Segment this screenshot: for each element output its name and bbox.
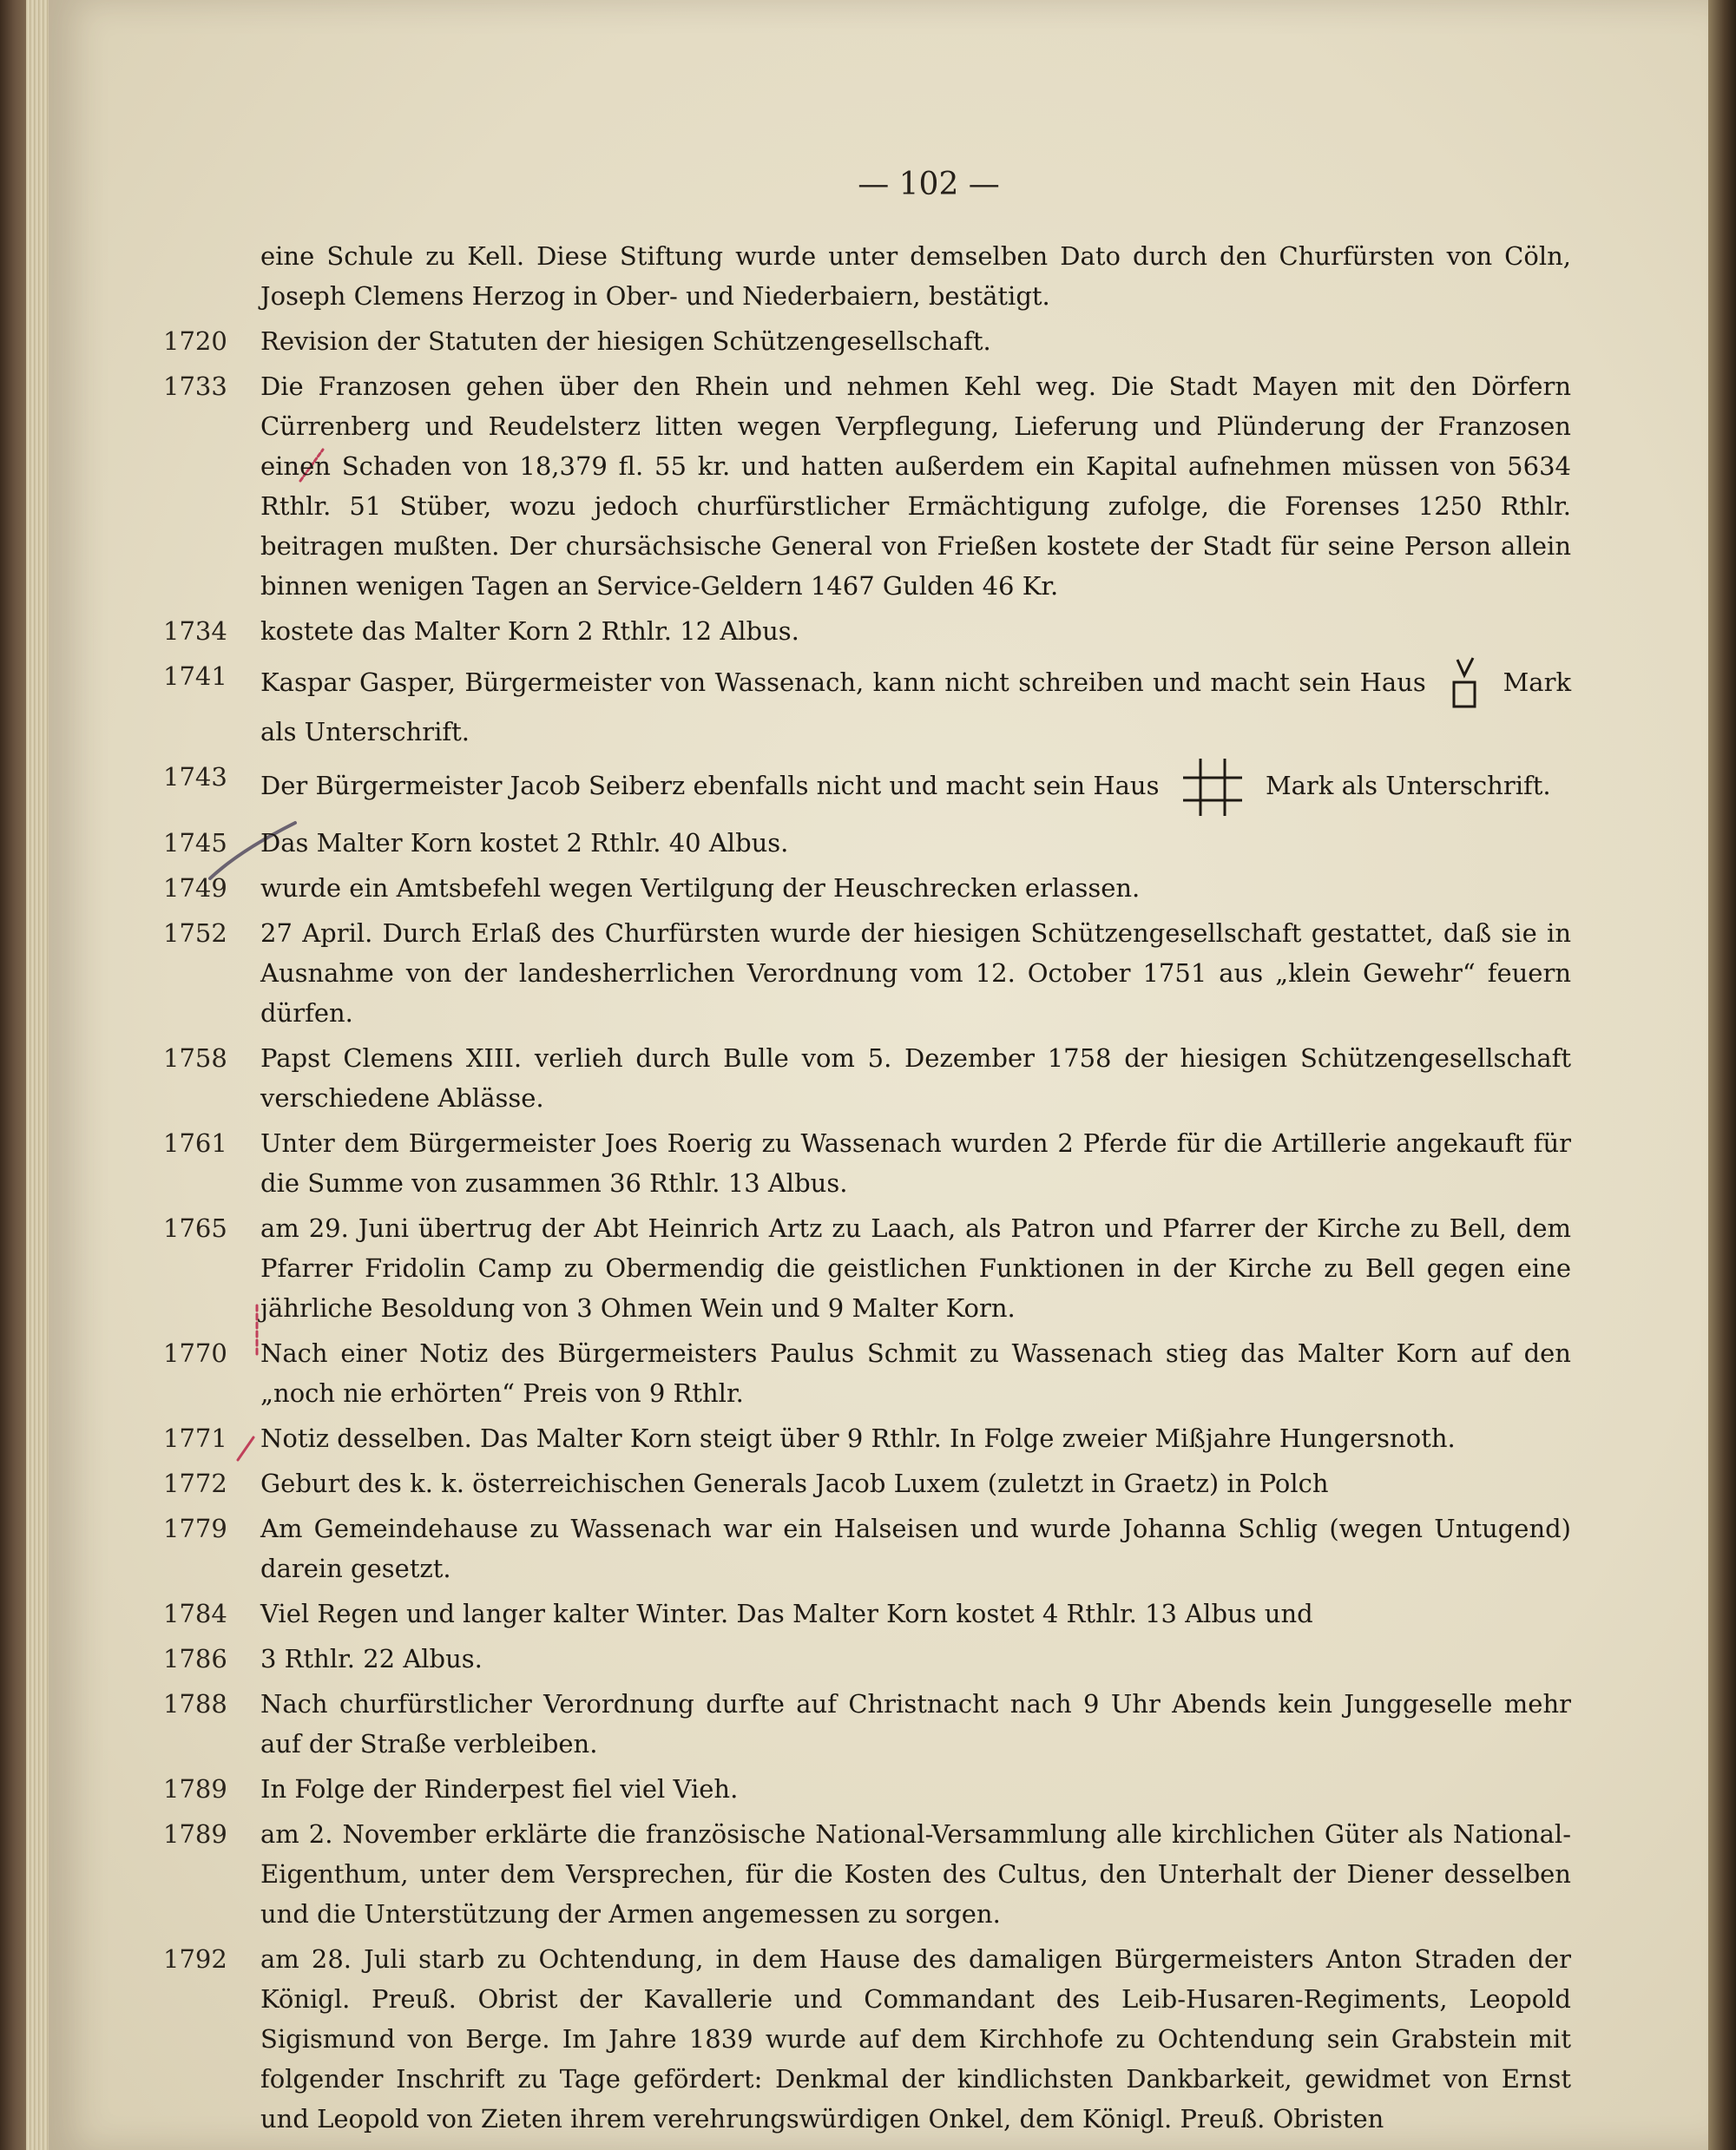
entry-text: Viel Regen und langer kalter Winter. Das Malter Korn kostet 4 Rthlr. 13 Albus und bbox=[260, 1599, 1313, 1628]
entry-1752 bbox=[163, 913, 1571, 1033]
entry-year: 1743 bbox=[163, 762, 227, 792]
entry-text: Notiz desselben. Das Malter Korn steigt über 9 Rthlr. In Folge zweier Mißjahre Hungersnoth. bbox=[260, 1423, 1456, 1453]
entry-year: 1779 bbox=[163, 1514, 227, 1543]
entry-year: 1734 bbox=[163, 616, 227, 646]
entry-1749 bbox=[163, 868, 1571, 908]
entry-text: Das Malter Korn kostet 2 Rthlr. 40 Albus. bbox=[260, 828, 789, 858]
entry-text: eine Schule zu Kell. Diese Stiftung wurde unter demselben Dato durch den Churfürsten von Cöln, Joseph Clemens Herzog in Ober- und Niederbaiern, bestätigt. bbox=[260, 241, 1571, 311]
entry-year: 1765 bbox=[163, 1213, 227, 1243]
entry-1758 bbox=[163, 1038, 1571, 1118]
entry-year: 1788 bbox=[163, 1689, 227, 1719]
page-number: — 102 — bbox=[858, 167, 1000, 202]
entry-1745 bbox=[163, 823, 1571, 863]
chronicle-entries bbox=[163, 236, 1572, 2144]
entry-text: am 29. Juni übertrug der Abt Heinrich Artz zu Laach, als Patron und Pfarrer der Kirche zu Bell, dem Pfarrer Fridolin Camp zu Obermendig die geistlichen Funktionen in der Kirche zu Bell gegen eine jährliche Besoldung von 3 Ohmen Wein und 9 Malter Korn. bbox=[260, 1213, 1571, 1323]
entry-text: Papst Clemens XIII. verlieh durch Bulle vom 5. Dezember 1758 der hiesigen Schützengesellschaft verschiedene Ablässe. bbox=[260, 1043, 1571, 1113]
entry-1761 bbox=[163, 1123, 1571, 1203]
entry-text: Unter dem Bürgermeister Joes Roerig zu Wassenach wurden 2 Pferde für die Artillerie angekauft für die Summe von zusammen 36 Rthlr. 13 Albus. bbox=[260, 1128, 1571, 1198]
entry-year: 1745 bbox=[163, 828, 227, 858]
entry-text-after: Mark als Unterschrift. bbox=[260, 667, 1572, 746]
entry-year: 1784 bbox=[163, 1599, 227, 1628]
entry-text bbox=[260, 757, 1571, 818]
entry-text: wurde ein Amtsbefehl wegen Vertilgung der Heuschrecken erlassen. bbox=[260, 873, 1141, 903]
entry-1772 bbox=[163, 1463, 1571, 1503]
entry-1789-b bbox=[163, 1814, 1571, 1934]
entry-1765 bbox=[163, 1208, 1571, 1328]
entry-text: kostete das Malter Korn 2 Rthlr. 12 Albus. bbox=[260, 616, 799, 646]
entry-text: 27 April. Durch Erlaß des Churfürsten wurde der hiesigen Schützengesellschaft gestattet, daß sie in Ausnahme von der landesherrlichen Verordnung vom 12. October 1751 aus „klein Gewehr“ feuern dürfen. bbox=[260, 918, 1571, 1028]
entry-year: 1749 bbox=[163, 873, 227, 903]
entry-year: 1741 bbox=[163, 661, 227, 691]
entry-text: am 28. Juli starb zu Ochtendung, in dem Hause des damaligen Bürgermeisters Anton Straden der Königl. Preuß. Obrist der Kavallerie und Commandant des Leib-Husaren-Regiments, Leopold Sigismund von Berge. Im Jahre 1839 wurde auf dem Kirchhofe zu Ochtendung sein Grabstein mit folgender Inschrift zu Tage gefördert: Denkmal der kindlichsten Dankbarkeit, gewidmet von Ernst und Leopold von Zieten ihrem verehrungswürdigen Onkel, dem Königl. Preuß. Obristen bbox=[260, 1944, 1571, 2134]
entry-1779 bbox=[163, 1509, 1571, 1588]
entry-text: Revision der Statuten der hiesigen Schützengesellschaft. bbox=[260, 326, 991, 356]
entry-text-after: Mark als Unterschrift. bbox=[1265, 771, 1551, 800]
entry-year: 1770 bbox=[163, 1338, 227, 1368]
entry-1741 bbox=[163, 656, 1572, 752]
entry-year: 1792 bbox=[163, 1944, 227, 1974]
entry-1770 bbox=[163, 1333, 1571, 1413]
entry-1720 bbox=[163, 321, 1571, 361]
house-mark-icon bbox=[1447, 656, 1482, 712]
entry-year: 1789 bbox=[163, 1819, 227, 1849]
entry-text: Geburt des k. k. österreichischen Generals Jacob Luxem (zuletzt in Graetz) in Polch bbox=[260, 1469, 1329, 1498]
entry-1792 bbox=[163, 1939, 1571, 2139]
entry-1771 bbox=[163, 1418, 1571, 1458]
entry-text: Nach churfürstlicher Verordnung durfte auf Christnacht nach 9 Uhr Abends kein Junggeselle mehr auf der Straße verbleiben. bbox=[260, 1689, 1571, 1759]
entry-1788 bbox=[163, 1684, 1571, 1764]
entry-1743 bbox=[163, 757, 1571, 818]
entry-year: 1789 bbox=[163, 1774, 227, 1804]
entry-text: 3 Rthlr. 22 Albus. bbox=[260, 1644, 483, 1673]
entry-text: am 2. November erklärte die französische National-Versammlung alle kirchlichen Güter als National-Eigenthum, unter dem Versprechen, für die Kosten des Cultus, den Unterhalt der Diener desselben und die Unterstützung der Armen angemessen zu sorgen. bbox=[260, 1819, 1571, 1929]
entry-year: 1772 bbox=[163, 1469, 227, 1498]
entry-text bbox=[260, 656, 1571, 752]
entry-year: 1752 bbox=[163, 918, 227, 948]
entry-text: Die Franzosen gehen über den Rhein und nehmen Kehl weg. Die Stadt Mayen mit den Dörfern Cürrenberg und Reudelsterz litten wegen Verpflegung, Lieferung und Plünderung der Franzosen einen Schaden von 18,379 fl. 55 kr. und hatten außerdem ein Kapital aufnehmen müssen von 5634 Rthlr. 51 Stüber, wozu jedoch churfürstlicher Ermächtigung zufolge, die Forenses 1250 Rthlr. beitragen mußten. Der chursächsische General von Frießen kostete der Stadt für seine Person allein binnen wenigen Tagen an Service-Geldern 1467 Gulden 46 Kr. bbox=[260, 371, 1571, 601]
entry-text: In Folge der Rinderpest fiel viel Vieh. bbox=[260, 1774, 739, 1804]
entry-continuation bbox=[260, 236, 1571, 316]
entry-year: 1761 bbox=[163, 1128, 227, 1158]
entry-text: Nach einer Notiz des Bürgermeisters Paulus Schmit zu Wassenach stieg das Malter Korn auf den „noch nie erhörten“ Preis von 9 Rthlr. bbox=[260, 1338, 1571, 1408]
entry-text-before: Der Bürgermeister Jacob Seiberz ebenfalls nicht und macht sein Haus bbox=[260, 771, 1160, 800]
entry-text-before: Kaspar Gasper, Bürgermeister von Wassenach, kann nicht schreiben und macht sein Haus bbox=[260, 667, 1426, 697]
entry-year: 1786 bbox=[163, 1644, 227, 1673]
entry-1789-a bbox=[163, 1769, 1571, 1809]
right-edge-shadow bbox=[1708, 0, 1736, 2150]
cross-mark-icon bbox=[1180, 757, 1246, 818]
entry-1734 bbox=[163, 611, 1571, 651]
entry-1784 bbox=[163, 1594, 1571, 1634]
entry-text: Am Gemeindehause zu Wassenach war ein Halseisen und wurde Johanna Schlig (wegen Untugend) darein gesetzt. bbox=[260, 1514, 1571, 1583]
entry-year: 1771 bbox=[163, 1423, 227, 1453]
entry-1733 bbox=[163, 366, 1571, 606]
entry-year: 1733 bbox=[163, 371, 227, 401]
entry-1786 bbox=[163, 1639, 1571, 1679]
entry-year: 1720 bbox=[163, 326, 227, 356]
entry-year: 1758 bbox=[163, 1043, 227, 1073]
